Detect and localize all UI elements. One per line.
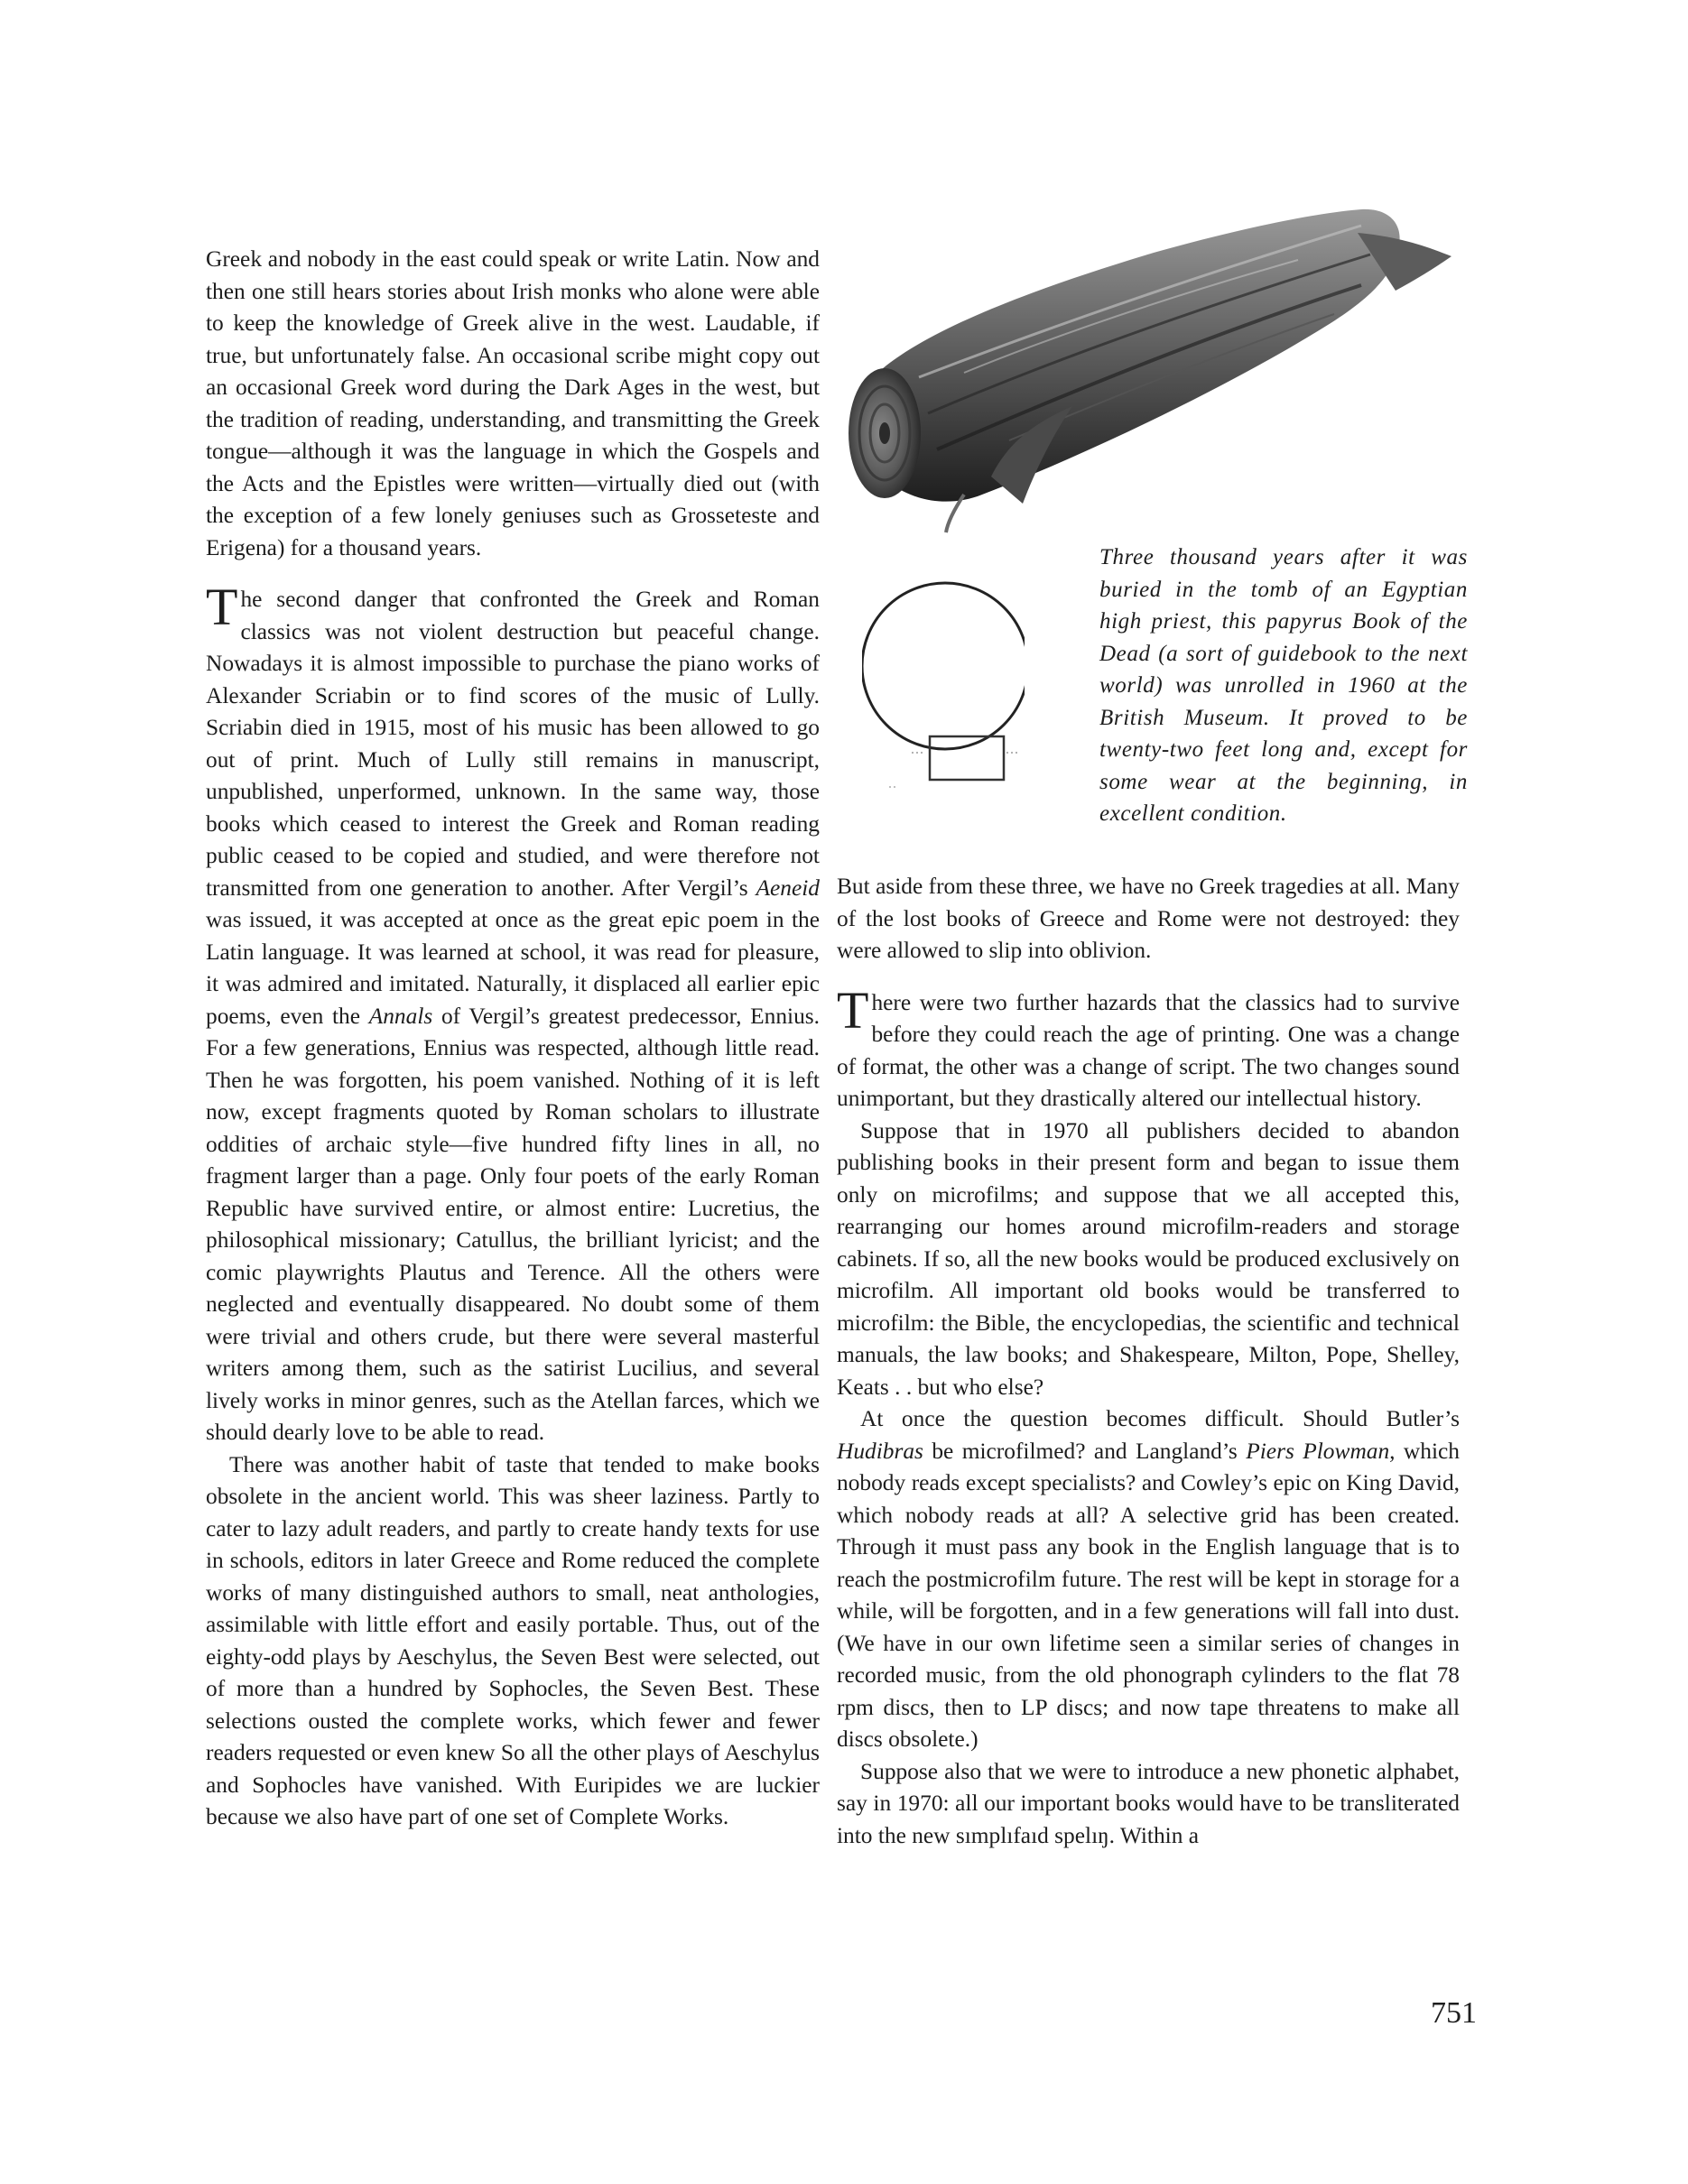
scale-rectangle [930,736,1004,780]
text-run: he second danger that confronted the Greek and Roman classics was not violent destruction but peaceful change. Nowadays it is almost impossible to purchase the piano works of Alexander Scriabin or to find scores of the music of Lully. Scriabin died in 1915, most of his music has been allowed to go out of print. Much of Lully still remains in manuscript, unpublished, unperformed, unknown. In the same way, those books which ceased to interest the Greek and Roman reading public ceased to be copied and studied, and were therefore not transmitted from one generation to another. After Vergil’s [206,587,820,901]
illustration-caption: Three thousand years after it was buried in the tomb of an Egyptian high priest, this papyrus Book of the Dead (a sort of guidebook to the next world) was unrolled in 1960 at the British Museum. It proved to be twenty-two feet long and, except for some wear at the beginning, in excellent condition. [1099,545,1468,826]
italic-title: Piers Plowman, [1246,1438,1396,1464]
paragraph [206,578,820,1449]
paragraph [837,871,1460,967]
text-run: here were two further hazards that the classics had to survive before they could reach the age of printing. One was a change of format, the other was a change of script. The two changes sound unimportant, but they drastically altered our intellectual history. [837,989,1460,1111]
papyrus-roll-end [849,368,921,498]
text-run: There was another habit of taste that tended to make books obsolete in the ancient world. This was sheer laziness. Partly to cater to lazy adult readers, and partly to create handy texts for use in schools, editors in later Greece and Rome reduced the complete works of many distinguished authors to small, neat anthologies, assimilable with little effort and easily portable. Thus, out of the eighty-odd plays by Aeschylus, the Seven Best were selected, out of more than a hundred by Sophocles, the Seven Best. These selections ousted the complete works, which fewer and fewer readers requested or even knew So all the other plays of Aeschylus and Sophocles have vanished. With Euripides we are luckier because we also have part of one set of Complete Works. [206,1451,820,1829]
paragraph [206,244,820,564]
text-run: Suppose also that we were to introduce a new phonetic alphabet, say in 1970: all our important books would have to be transliterated into the new sımplıfaıd spelıŋ. Within a [837,1758,1460,1848]
page-number: 751 [1431,1996,1477,2030]
paragraph [837,980,1460,1115]
paragraph [837,1403,1460,1756]
papyrus-roll-body [865,209,1451,504]
text-run: of Vergil’s greatest predecessor, Ennius. For a few generations, Ennius was respected, although little read. Then he was forgotten, his poem vanished. Nothing of it is left now, except fragments quoted by Roman scholars to illustrate oddities of archaic style—five hundred fifty lines in all, no fragment larger than a page. Only four poets of the early Roman Republic have survived entire, or almost entire: Lucretius, the philosophical missionary; Catullus, the brilliant lyricist; and the comic playwrights Plautus and Terence. All the others were neglected and eventually disappeared. No doubt some of them were trivial and others crude, but there were several masterful writers among them, such as the satirist Lucilius, and several lively works in minor genres, such as the Atellan farces, which we should dearly love to be able to read. [206,1003,820,1445]
text-run: Greek and nobody in the east could speak or write Latin. Now and then one still hears stories about Irish monks who alone were able to keep the knowledge of Greek alive in the west. Laudable, if true, but unfortunately false. An occasional scribe might copy out an occasional Greek word during the Dark Ages in the west, but the tradition of reading, understanding, and transmitting the Greek tongue—although it was the language in which the Gospels and the Acts and the Epistles were written—virtually died out (with the exception of a few lonely geniuses such as Grosseteste and Erigena) for a thousand years. [206,246,820,560]
text-run: was issued, it was accepted at once as the great epic poem in the Latin language. It was learned at school, it was read for pleasure, it was admired and imitated. Naturally, it displaced all earlier epic poems, even the [206,907,820,1029]
left-column [206,244,820,1834]
right-column [837,871,1460,1852]
text-run: be microfilmed? and Langland’s [923,1438,1247,1464]
scale-diagram-icon [862,567,1025,792]
text-run: Suppose that in 1970 all publishers decided to abandon publishing books in their present form and began to issue them only on microfilms; and suppose that we all accepted this, rearranging our homes around microfilm-readers and storage cabinets. If so, all the new books would be produced exclusively on microfilm. All important old books would be transferred to microfilm: the Bible, the encyclopedias, the scientific and technical manuals, the law books; and Shakespeare, Milton, Pope, Shelley, Keats . . but who else? [837,1117,1460,1400]
text-run: At once the question becomes difficult. Should Butler’s [860,1406,1460,1431]
italic-title: Annals [368,1003,433,1029]
papyrus-scroll-illustration [829,197,1470,540]
scale-circle [862,583,1025,749]
paragraph [206,1449,820,1834]
italic-title: Hudibras [837,1438,923,1464]
paragraph [837,1115,1460,1404]
drop-cap: T [206,578,238,636]
text-run: But aside from these three, we have no Greek tragedies at all. Many of the lost books of Greece and Rome were not destroyed: they were allowed to slip into oblivion. [837,874,1460,963]
text-run: which nobody reads except specialists? and Cowley’s epic on King David, which nobody reads at all? A selective grid has been created. Through it must pass any book in the English language that is to reach the postmicrofilm future. The rest will be kept in storage for a while, will be forgotten, and in a few generations will fall into dust. (We have in our own lifetime seen a similar series of changes in recorded music, from the old phonograph cylinders to the flat 78 rpm discs, then to LP discs; and now tape threatens to make all discs obsolete.) [837,1438,1460,1752]
paragraph [837,1756,1460,1853]
italic-title: Aeneid [756,875,820,901]
drop-cap: T [837,980,869,1040]
